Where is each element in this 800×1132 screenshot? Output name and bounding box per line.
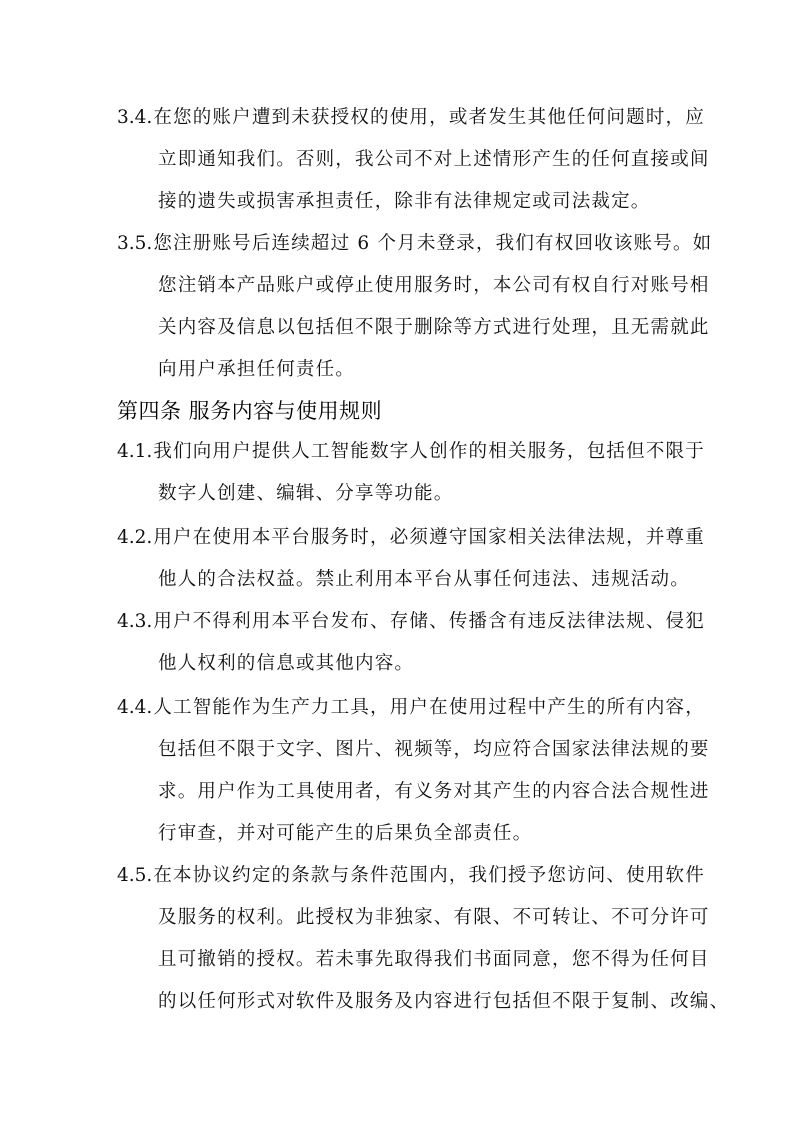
clause-4-1-line-1: 4.1.我们向用户提供人工智能数字人创作的相关服务，包括但不限于 (117, 441, 705, 462)
clause-3-5-line-3: 关内容及信息以包括但不限于删除等方式进行处理，且无需就此 (158, 317, 710, 338)
clause-3-5-line-4: 向用户承担任何责任。 (158, 359, 356, 380)
clause-4-4-line-1: 4.4.人工智能作为生产力工具，用户在使用过程中产生的所有内容， (117, 697, 705, 718)
clause-4-3-line-1: 4.3.用户不得利用本平台发布、存储、传播含有违反法律法规、侵犯 (117, 611, 705, 632)
clause-number: 4.5. (117, 865, 153, 886)
clause-3-4-line-2: 立即通知我们。否则，我公司不对上述情形产生的任何直接或间 (158, 149, 710, 170)
clause-4-2-line-2: 他人的合法权益。禁止利用本平台从事任何违法、违规活动。 (158, 569, 690, 590)
section-title: 第四条 服务内容与使用规则 (117, 399, 383, 423)
clause-3-5-line-1: 3.5.您注册账号后连续超过 6 个月未登录，我们有权回收该账号。如 (117, 233, 713, 254)
clause-number: 3.5. (117, 233, 153, 254)
clause-4-5-line-3: 且可撤销的授权。若未事先取得我们书面同意，您不得为任何目 (158, 949, 710, 970)
clause-4-1-line-2: 数字人创建、编辑、分享等功能。 (158, 483, 454, 504)
clause-3-4-line-3: 接的遗失或损害承担责任，除非有法律规定或司法裁定。 (158, 191, 651, 212)
clause-4-4-line-4: 行审查，并对可能产生的后果负全部责任。 (158, 823, 533, 844)
clause-number: 3.4. (117, 107, 153, 128)
clause-number: 4.4. (117, 697, 153, 718)
clause-4-3-line-2: 他人权利的信息或其他内容。 (158, 653, 415, 674)
clause-3-5-line-2: 您注销本产品账户或停止使用服务时，本公司有权自行对账号相 (158, 275, 710, 296)
clause-4-4-line-3: 求。用户作为工具使用者，有义务对其产生的内容合法合规性进 (158, 781, 710, 802)
clause-3-4-line-1: 3.4.在您的账户遭到未获授权的使用，或者发生其他任何问题时，应 (117, 107, 705, 128)
clause-4-5-line-2: 及服务的权利。此授权为非独家、有限、不可转让、不可分许可 (158, 907, 710, 928)
clause-4-4-line-2: 包括但不限于文字、图片、视频等，均应符合国家法律法规的要 (158, 739, 710, 760)
clause-number: 4.1. (117, 441, 153, 462)
clause-number: 4.2. (117, 527, 153, 548)
clause-number: 4.3. (117, 611, 153, 632)
clause-4-5-line-1: 4.5.在本协议约定的条款与条件范围内，我们授予您访问、使用软件 (117, 865, 705, 886)
clause-4-5-line-4: 的以任何形式对软件及服务及内容进行包括但不限于复制、改编、 (158, 991, 730, 1012)
clause-4-2-line-1: 4.2.用户在使用本平台服务时，必须遵守国家相关法律法规，并尊重 (117, 527, 705, 548)
